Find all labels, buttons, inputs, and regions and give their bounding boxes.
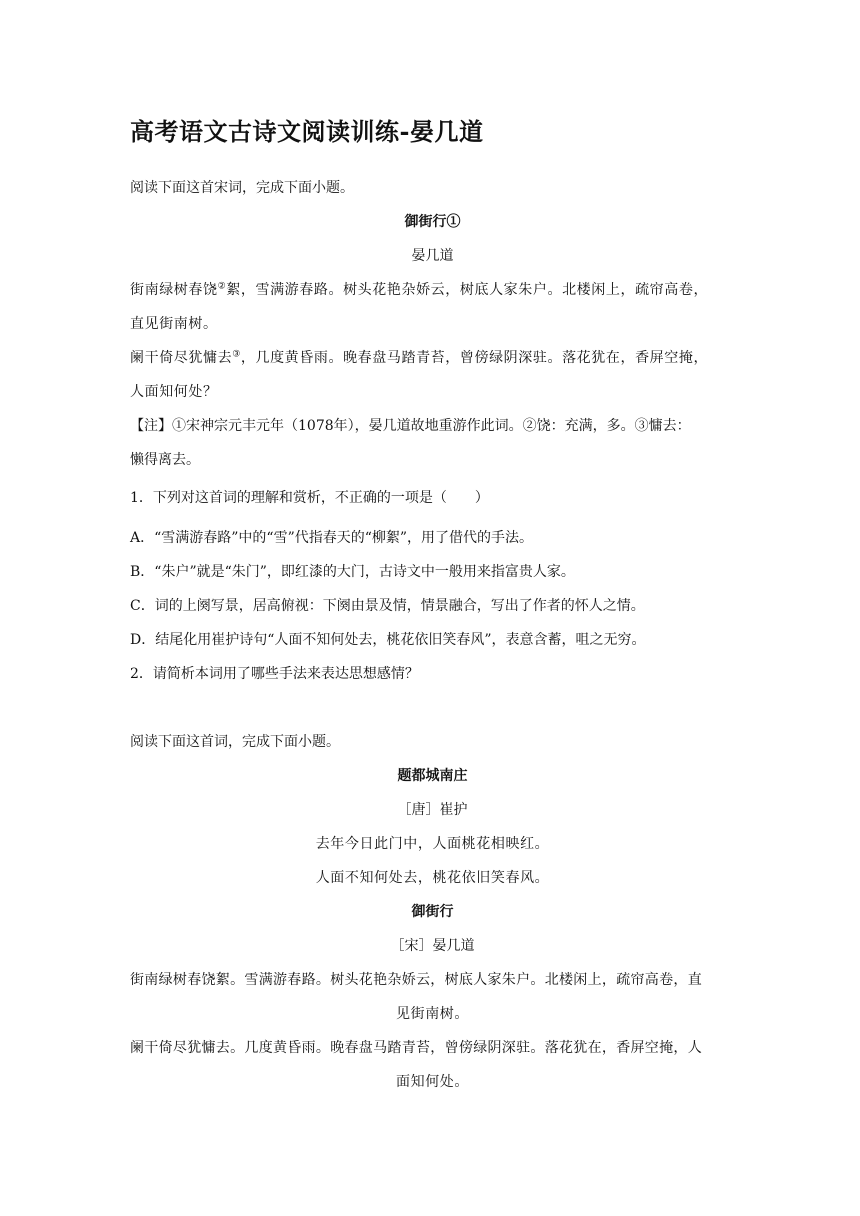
poem2-line-4: 面知何处。 — [396, 1074, 469, 1090]
section2-intro: 阅读下面这首词，完成下面小题。 — [130, 734, 340, 750]
section1-intro: 阅读下面这首宋词，完成下面小题。 — [130, 180, 354, 196]
poem2-line-1: 街南绿树春饶絮。雪满游春路。树头花艳杂娇云，树底人家朱户。北楼闲上，疏帘高卷，直 — [130, 972, 702, 988]
poem-line-3-end: ，几度黄昏雨。晚春盘马踏青苔，曾傍绿阴深驻。落花犹在，香屏空掩， — [240, 350, 709, 366]
note-mark-3: ③ — [232, 349, 241, 360]
poem-line-3-start: 阑干倚尽犹慵去 — [130, 350, 233, 366]
poem1-line-1: 去年今日此门中，人面桃花相映红。 — [315, 836, 550, 852]
option-c: C．词的上阕写景，居高俯视：下阕由景及情，情景融合，写出了作者的怀人之情。 — [130, 598, 645, 614]
poem-author: 晏几道 — [411, 248, 454, 264]
poem2-author: ［宋］晏几道 — [390, 938, 475, 954]
poem2-line-3: 阑干倚尽犹慵去。几度黄昏雨。晚春盘马踏青苔，曾傍绿阴深驻。落花犹在，香屏空掩，人 — [130, 1040, 702, 1056]
poem1-title: 题都城南庄 — [397, 768, 468, 784]
option-a: A．“雪满游春路”中的“雪”代指春天的“柳絮”，用了借代的手法。 — [130, 530, 534, 546]
poem-line-1-start: 街南绿树春饶 — [130, 282, 218, 298]
poem1-author: ［唐］崔护 — [397, 802, 468, 818]
note-line-1: 【注】①宋神宗元丰元年（1078年），晏几道故地重游作此词。②饶：充满，多。③慵去： — [130, 418, 691, 434]
poem-title: 御街行① — [404, 214, 461, 230]
poem-line-4: 人面知何处？ — [130, 384, 218, 400]
option-b: B．“朱户”就是“朱门”，即红漆的大门，古诗文中一般用来指富贵人家。 — [130, 564, 575, 580]
poem-line-3 — [130, 348, 735, 368]
question-2: 2．请简析本词用了哪些手法来表达思想感情？ — [130, 666, 419, 682]
note-mark-2: ② — [217, 281, 227, 292]
poem-line-1 — [130, 280, 735, 300]
question-1: 1．下列对这首词的理解和赏析，不正确的一项是（ ） — [130, 490, 489, 506]
poem2-title: 御街行 — [411, 904, 454, 920]
note-line-2: 懒得离去。 — [130, 452, 200, 468]
poem-line-2: 直见街南树。 — [130, 316, 218, 332]
poem-line-1-end: 絮，雪满游春路。树头花艳杂娇云，树底人家朱户。北楼闲上，疏帘高卷， — [226, 282, 709, 298]
option-d: D．结尾化用崔护诗句“人面不知何处去，桃花依旧笑春风”，表意含蓄，咀之无穷。 — [130, 632, 646, 648]
poem1-line-2: 人面不知何处去，桃花依旧笑春风。 — [315, 870, 550, 886]
page-title: 高考语文古诗文阅读训练-晏几道 — [130, 117, 484, 146]
poem2-line-2: 见街南树。 — [396, 1006, 469, 1022]
